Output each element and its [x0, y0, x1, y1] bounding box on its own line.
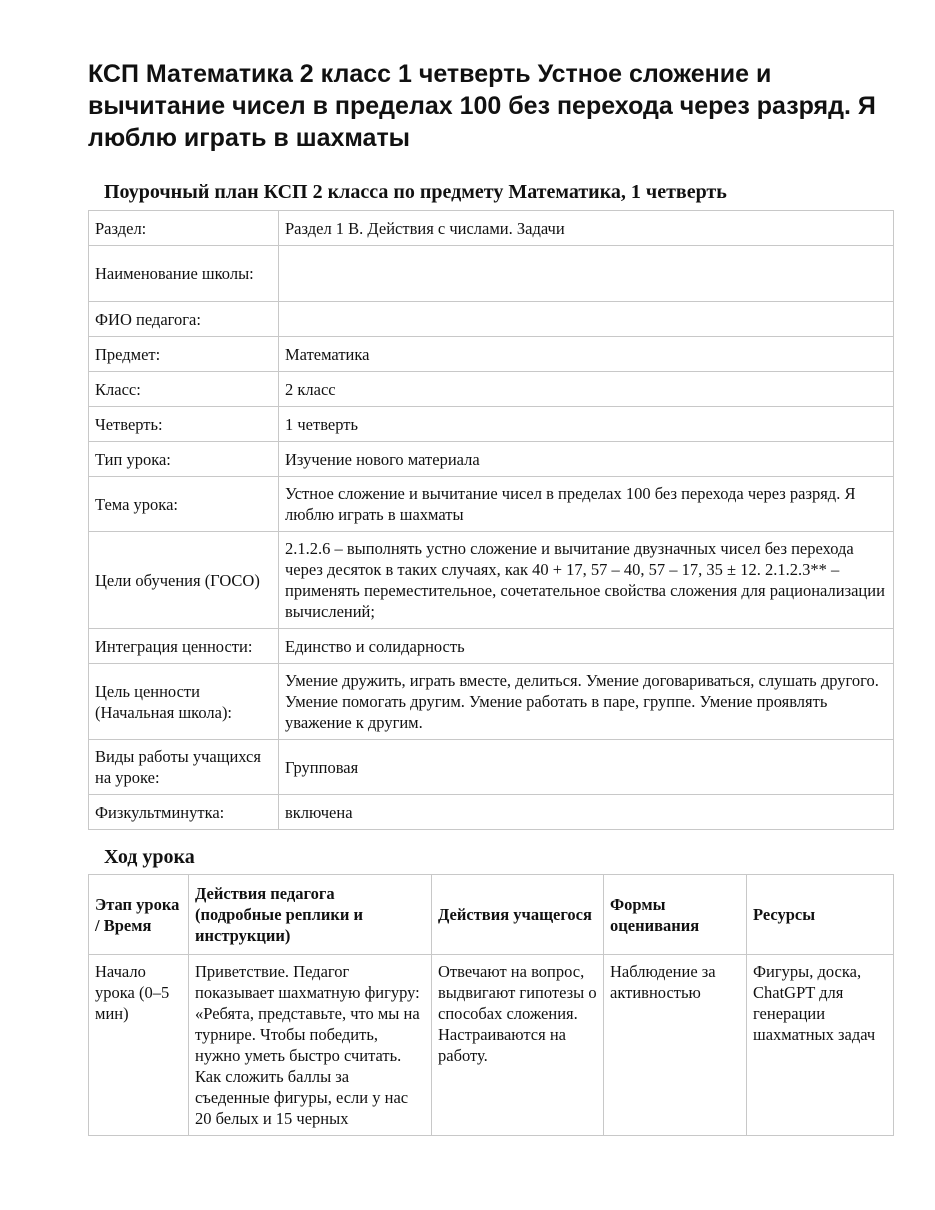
column-header-assessment: Формы оценивания [604, 875, 747, 955]
course-heading: Ход урока [104, 846, 195, 868]
info-label: Наименование школы: [89, 246, 279, 302]
info-value [279, 246, 894, 302]
table-row [89, 302, 894, 337]
info-label: Предмет: [89, 337, 279, 372]
table-row [89, 211, 894, 246]
info-label: Физкультминутка: [89, 795, 279, 830]
table-row [89, 532, 894, 629]
info-value: 1 четверть [279, 407, 894, 442]
plan-heading: Поурочный план КСП 2 класса по предмету Математика, 1 четверть [104, 181, 727, 203]
info-label: Тема урока: [89, 477, 279, 532]
resources-cell: Фигуры, доска, ChatGPT для генерации шахматных задач [747, 955, 894, 1136]
document-page [88, 58, 893, 1136]
column-header-student-actions: Действия учащегося [432, 875, 604, 955]
table-row [89, 795, 894, 830]
info-value: Математика [279, 337, 894, 372]
info-value: Устное сложение и вычитание чисел в пределах 100 без перехода через разряд. Я люблю играть в шахматы [279, 477, 894, 532]
table-row [89, 337, 894, 372]
info-label: Интеграция ценности: [89, 629, 279, 664]
info-value: Единство и солидарность [279, 629, 894, 664]
info-label: Цели обучения (ГОСО) [89, 532, 279, 629]
column-header-stage: Этап урока / Время [89, 875, 189, 955]
table-row [89, 740, 894, 795]
info-label: Виды работы учащихся на уроке: [89, 740, 279, 795]
lesson-info-table [88, 210, 894, 830]
info-label: Тип урока: [89, 442, 279, 477]
student-actions-cell: Отвечают на вопрос, выдвигают гипотезы о способах сложения. Настраиваются на работу. [432, 955, 604, 1136]
info-label: Раздел: [89, 211, 279, 246]
lesson-course-table [88, 874, 894, 1136]
column-header-teacher-actions: Действия педагога (подробные реплики и инструкции) [189, 875, 432, 955]
info-value: Умение дружить, играть вместе, делиться. Умение договариваться, слушать другого. Умение помогать другим. Умение работать в паре, группе. Умение проявлять уважение к другим. [279, 664, 894, 740]
info-value: 2 класс [279, 372, 894, 407]
table-row [89, 664, 894, 740]
table-row [89, 629, 894, 664]
info-value: 2.1.2.6 – выполнять устно сложение и вычитание двузначных чисел без перехода через десяток в таких случаях, как 40 + 17, 57 – 40, 57 – 17, 35 ± 12. 2.1.2.3** – применять переместительное, сочетательное свойства сложения для рационализации вычислений; [279, 532, 894, 629]
info-label: Четверть: [89, 407, 279, 442]
info-value: Раздел 1 В. Действия с числами. Задачи [279, 211, 894, 246]
teacher-actions-cell: Приветствие. Педагог показывает шахматную фигуру: «Ребята, представьте, что мы на турнире. Чтобы победить, нужно уметь быстро считать. Как сложить баллы за съеденные фигуры, если у нас 20 белых и 15 черных [189, 955, 432, 1136]
info-value: Изучение нового материала [279, 442, 894, 477]
table-row [89, 442, 894, 477]
table-row [89, 407, 894, 442]
table-row [89, 955, 894, 1136]
table-row [89, 246, 894, 302]
info-value [279, 302, 894, 337]
info-value: включена [279, 795, 894, 830]
column-header-resources: Ресурсы [747, 875, 894, 955]
assessment-cell: Наблюдение за активностью [604, 955, 747, 1136]
info-label: Класс: [89, 372, 279, 407]
table-row [89, 477, 894, 532]
info-label: Цель ценности (Начальная школа): [89, 664, 279, 740]
stage-cell: Начало урока (0–5 мин) [89, 955, 189, 1136]
table-header-row [89, 875, 894, 955]
info-label: ФИО педагога: [89, 302, 279, 337]
document-title: КСП Математика 2 класс 1 четверть Устное сложение и вычитание чисел в пределах 100 без перехода через разряд. Я люблю играть в шахматы [88, 60, 876, 152]
table-row [89, 372, 894, 407]
info-value: Групповая [279, 740, 894, 795]
